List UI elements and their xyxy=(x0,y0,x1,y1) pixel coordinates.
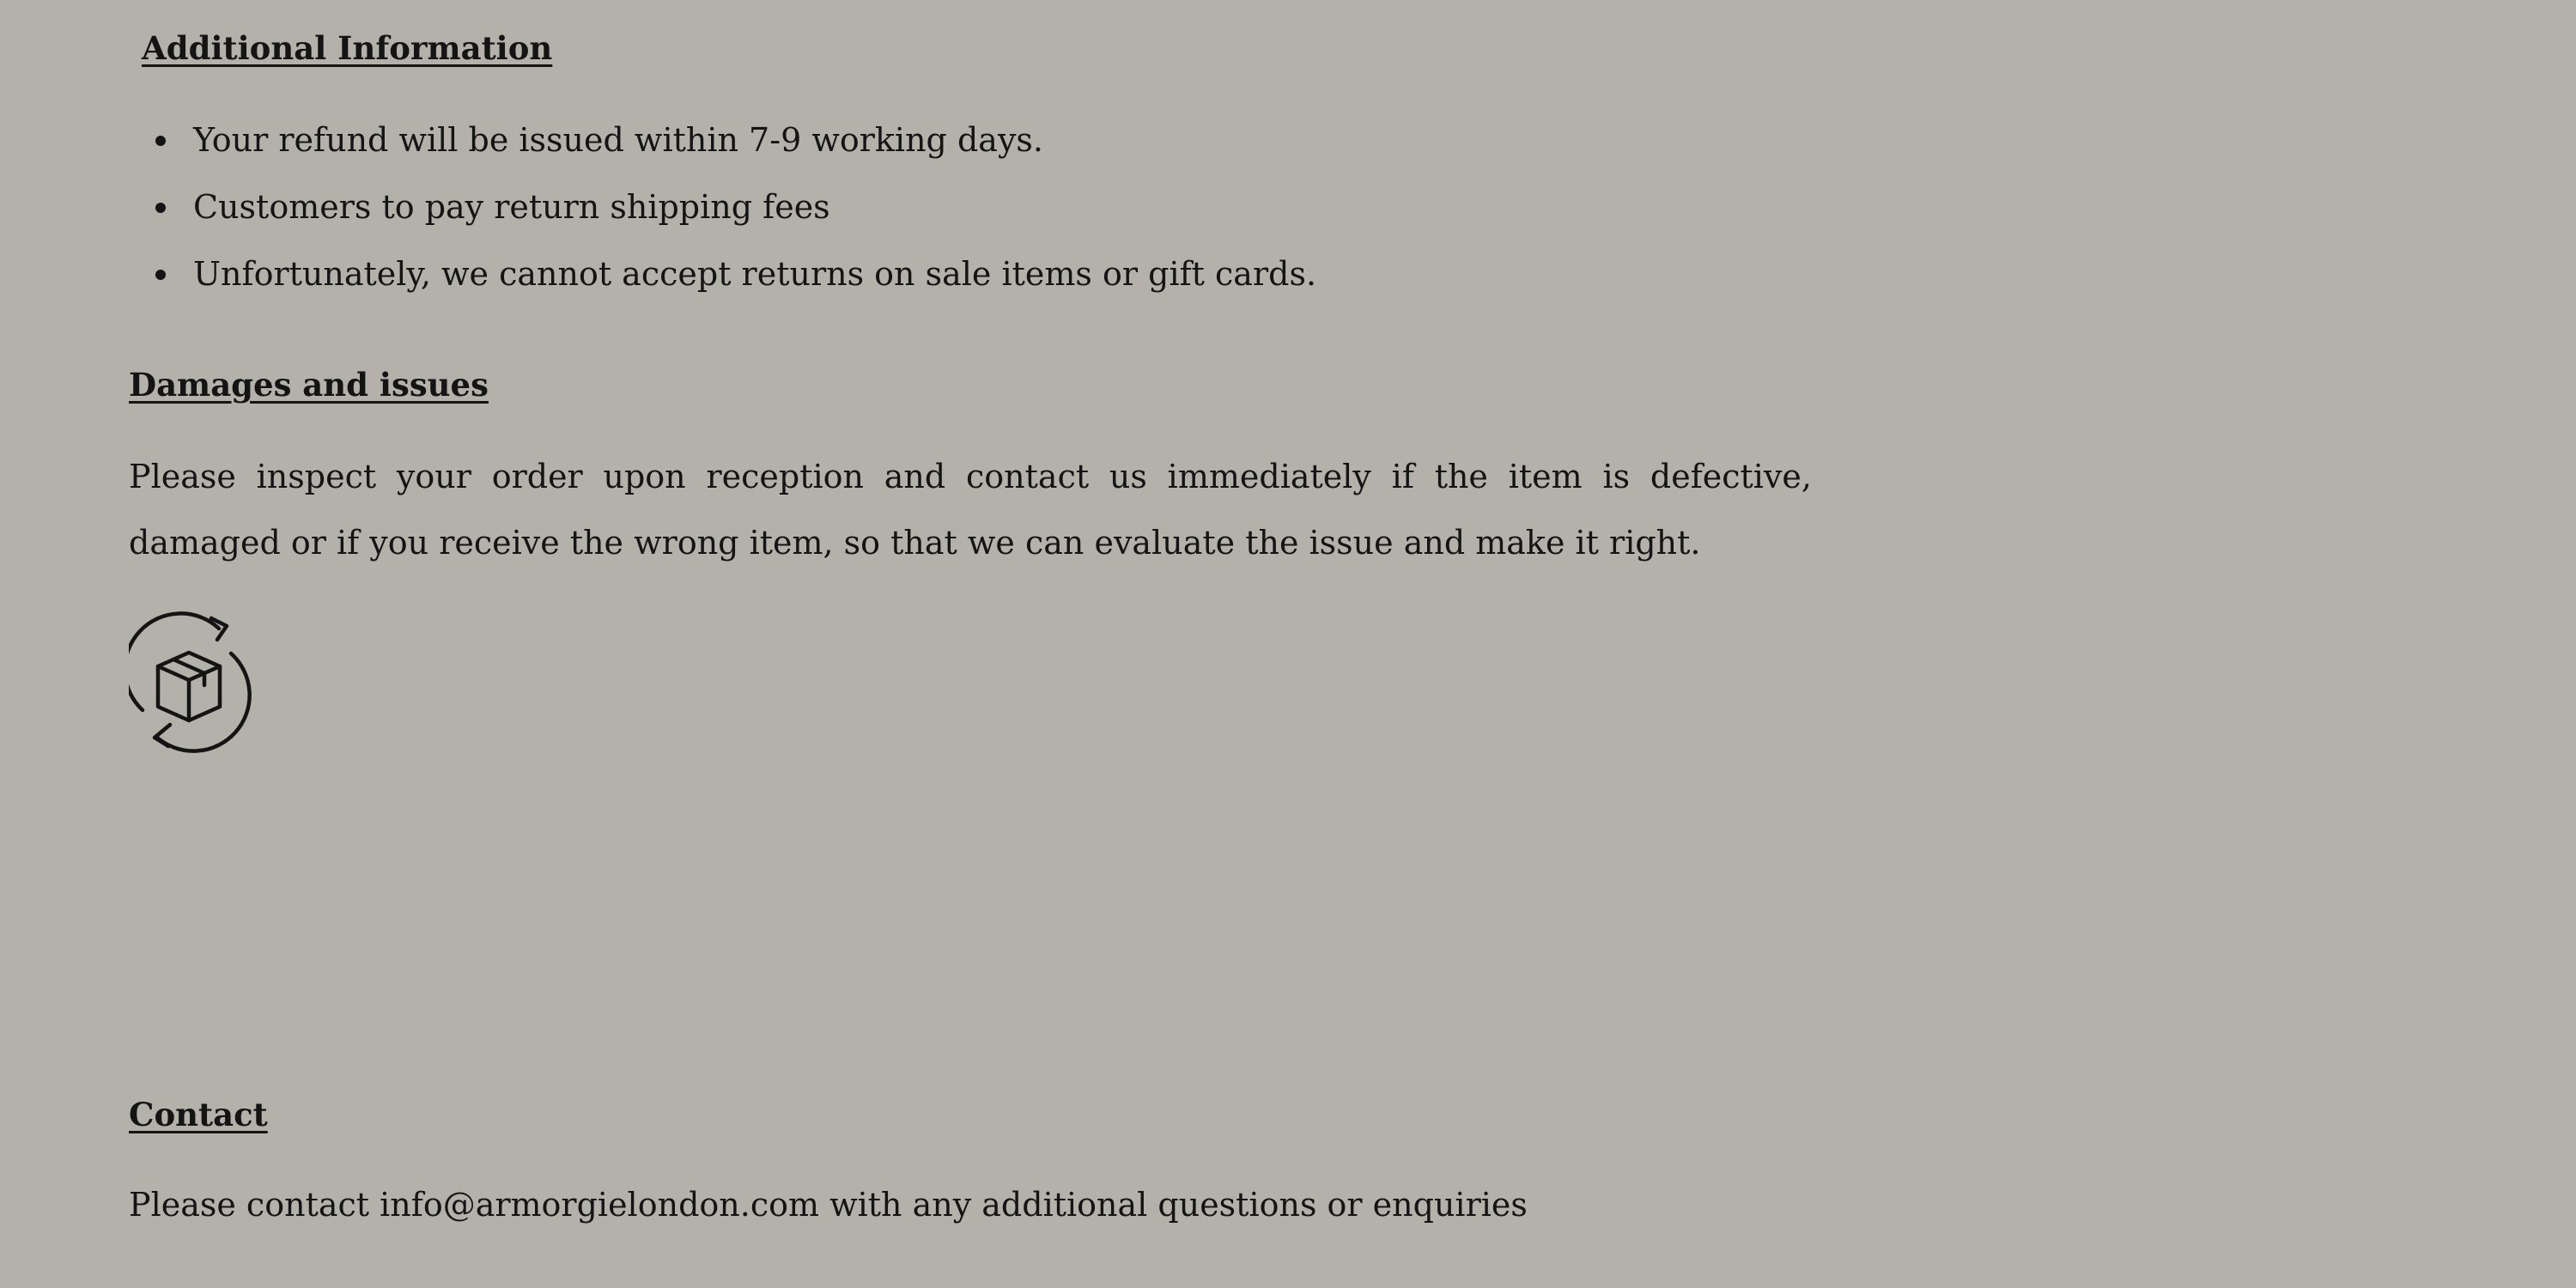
contact-heading: Contact xyxy=(129,1096,268,1133)
additional-information-list xyxy=(150,118,1316,319)
additional-information-heading: Additional Information xyxy=(142,29,553,67)
package-return-icon xyxy=(129,611,258,753)
damages-and-issues-heading: Damages and issues xyxy=(129,366,489,404)
contact-description: Please contact info@armorgielondon.com with any additional questions or enquiries xyxy=(129,1186,1528,1224)
list-item: Customers to pay return shipping fees xyxy=(150,185,1316,252)
damages-description: Please inspect your order upon reception and contact us immediately if the item is defective, damaged or if you receive the wrong item, so that we can evaluate the issue and make it right. xyxy=(129,458,1812,562)
list-item: Unfortunately, we cannot accept returns on sale items or gift cards. xyxy=(150,252,1316,319)
list-item: Your refund will be issued within 7-9 working days. xyxy=(150,118,1316,185)
